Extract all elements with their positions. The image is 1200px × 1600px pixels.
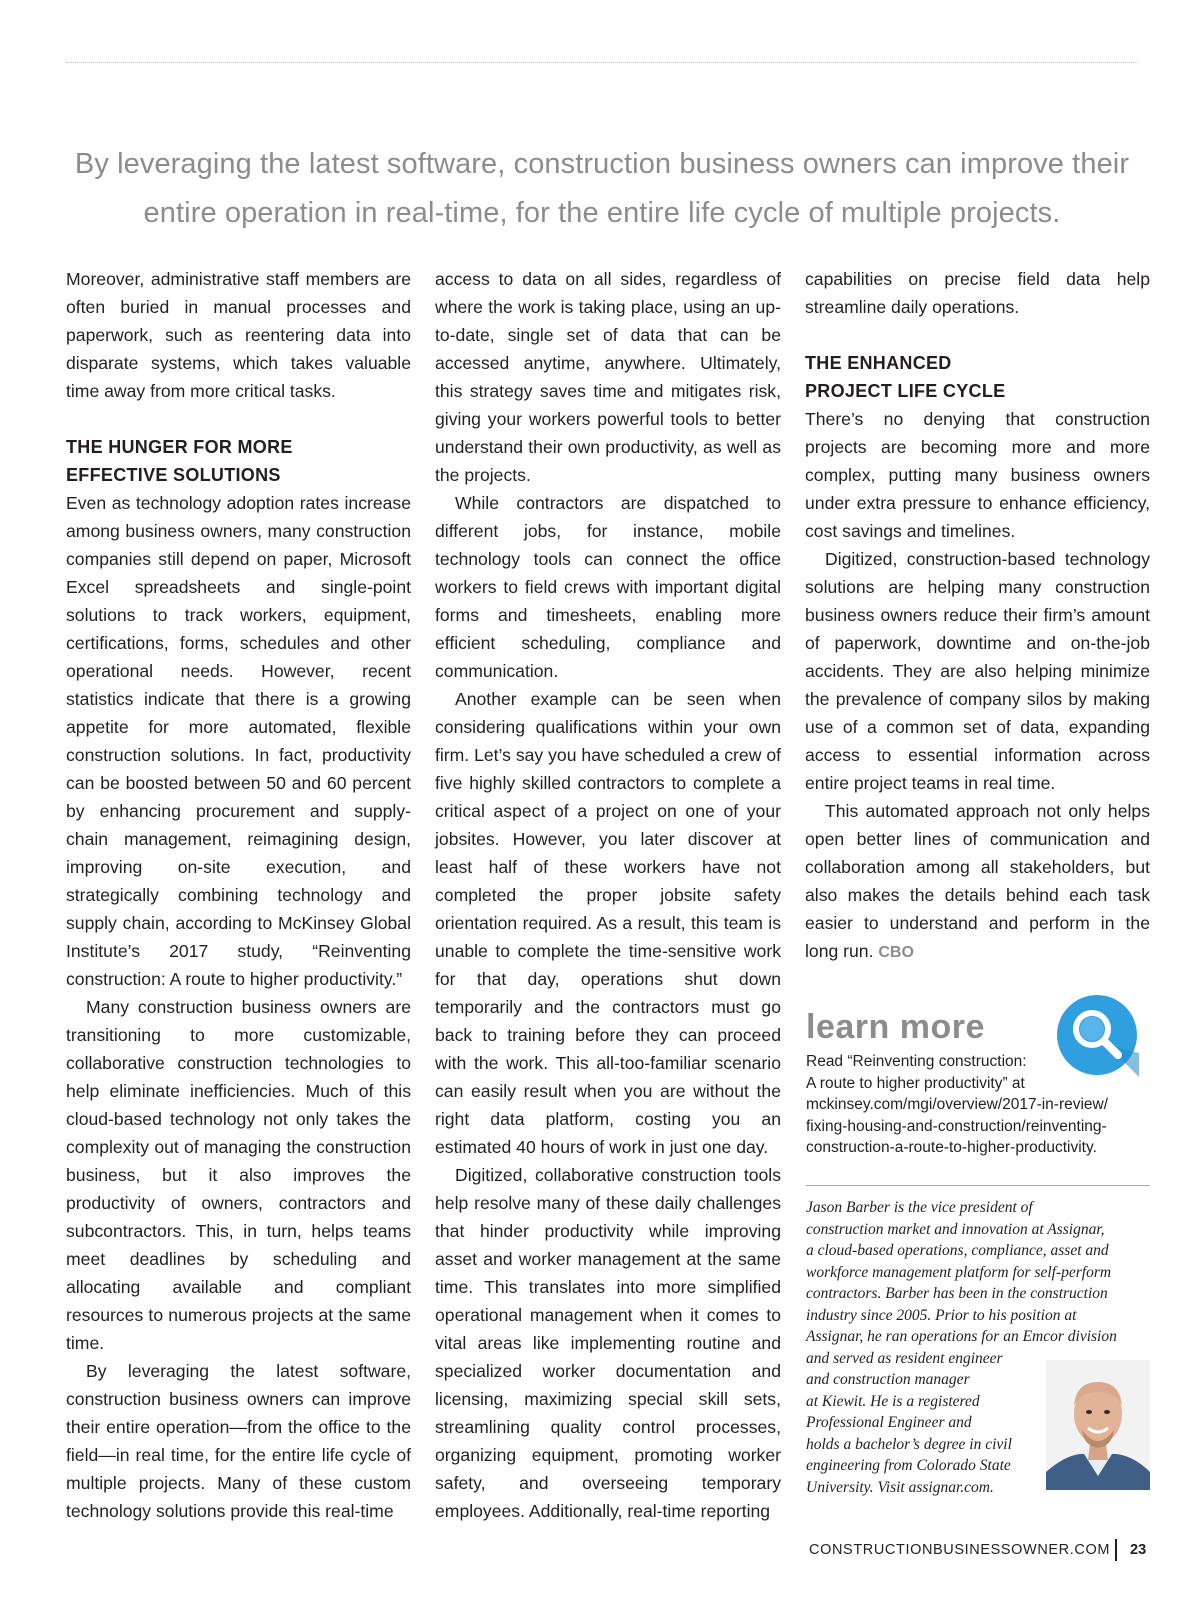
learn-more-title: learn more (806, 1008, 985, 1046)
heading-line-2: EFFECTIVE SOLUTIONS (66, 465, 281, 485)
col2-paragraph-2: While contractors are dispatched to different jobs, for instance, mobile technology tools can connect the office workers to field crews with important digital forms and timesheets, enabling more efficient scheduling, compliance and communication. (435, 493, 781, 681)
pull-quote (66, 140, 1138, 238)
col3-paragraph-4 (805, 797, 1150, 967)
bio-line: construction market and innovation at Assignar, (806, 1220, 1105, 1238)
pull-quote-line-2: entire operation in real-time, for the entire life cycle of multiple projects. (143, 197, 1061, 229)
article-column-1 (66, 265, 411, 1525)
footer-divider (1115, 1539, 1117, 1561)
article-column-3 (805, 265, 1150, 967)
learn-more-link-line-1[interactable]: mckinsey.com/mgi/overview/2017-in-review/ (806, 1096, 1109, 1113)
col1-paragraph-3: Many construction business owners are transitioning to more customizable, collaborative construction technologies to help eliminate inefficiencies. Much of this cloud-based technology not only takes the complexity out of managing the construction business, but it also improves the productivity of owners, contractors and subcontractors. This, in turn, helps teams meet deadlines by scheduling and allocating available and compliant resources to numerous projects at the same time. (66, 997, 411, 1353)
col2-paragraph-4: Digitized, collaborative construction tools help resolve many of these daily challenges that hinder productivity while improving asset and worker management at the same time. This translates into more simplified operational management when it comes to vital areas like implementing routine and specialized worker documentation and licensing, maximizing special skill sets, streamlining quality control processes, organizing equipment, promoting worker safety, and overseeing temporary employees. Additionally, real-time reporting (435, 1165, 781, 1521)
bio-line: industry since 2005. Prior to his position at (806, 1306, 1077, 1324)
col3-paragraph-3: Digitized, construction-based technology solutions are helping many construction business owners reduce their firm’s amount of paperwork, downtime and on-the-job accidents. They are also helping minimize the prevalence of company silos by making use of a common set of data, expanding access to essential information across entire project teams in real time. (805, 549, 1150, 793)
bio-line: and construction manager (806, 1371, 970, 1388)
learn-more-line-1: Read “Reinventing construction: (806, 1053, 1027, 1070)
learn-more-line-2: A route to higher productivity” at (806, 1074, 1025, 1092)
bio-line: engineering from Colorado State (806, 1457, 1011, 1474)
learn-more-link-line-3[interactable]: construction-a-route-to-higher-productivity. (806, 1139, 1097, 1156)
author-photo (1046, 1360, 1150, 1490)
col2-paragraph-1: access to data on all sides, regardless of where the work is taking place, using an up-to-date, single set of data that can be accessed anytime, anywhere. Ultimately, this strategy saves time and mitigates risk, giving your workers powerful tools to better understand their own productivity, as well as the projects. (435, 269, 781, 485)
bio-line: and served as resident engineer (806, 1349, 1003, 1367)
bio-line: at Kiewit. He is a registered (806, 1392, 980, 1410)
bio-divider (806, 1185, 1150, 1186)
bio-line: Assignar, he ran operations for an Emcor division (806, 1328, 1117, 1345)
col1-paragraph-2: Even as technology adoption rates increase among business owners, many construction companies still depend on paper, Microsoft Excel spreadsheets and single-point solutions to track workers, equipment, certifications, forms, schedules and other operational needs. However, recent statistics indicate that there is a growing appetite for more automated, flexible construction solutions. In fact, productivity can be boosted between 50 and 60 percent by enhancing procurement and supply-chain management, reimagining design, improving on-site execution, and strategically combining technology and supply chain, according to McKinsey Global Institute’s 2017 study, “Reinventing construction: A route to higher productivity.” (66, 493, 411, 989)
bio-line: holds a bachelor’s degree in civil (806, 1435, 1012, 1453)
col3-paragraph-1: capabilities on precise field data help streamline daily operations. (805, 269, 1150, 317)
section-heading-hunger (66, 433, 411, 489)
col1-paragraph-1: Moreover, administrative staff members are often buried in manual processes and paperwork, such as reentering data into disparate systems, which takes valuable time away from more critical tasks. (66, 269, 411, 401)
top-dotted-rule (66, 62, 1138, 63)
end-mark-cbo: CBO (878, 944, 914, 961)
article-column-2 (435, 265, 781, 1525)
bio-line: Professional Engineer and (806, 1414, 972, 1431)
col2-paragraph-3: Another example can be seen when considering qualifications within your own firm. Let’s say you have scheduled a crew of five highly skilled contractors to complete a critical aspect of a project on one of your jobsites. However, you later discover at least half of these workers have not completed the proper jobsite safety orientation required. As a result, this team is unable to complete the time-sensitive work for that day, operations shut down temporarily and the contractors must go back to training before they can proceed with the work. This all-too-familiar scenario can easily result when you are without the right data platform, costing you an estimated 40 hours of work in just one day. (435, 689, 781, 1157)
learn-more-link-line-2[interactable]: fixing-housing-and-construction/reinventing- (806, 1117, 1107, 1135)
col3-paragraph-4-text: This automated approach not only helps open better lines of communication and collaboration among all stakeholders, but also makes the details behind each task easier to understand and perform in the long run. (805, 801, 1150, 961)
pull-quote-line-1: By leveraging the latest software, construction business owners can improve their (74, 148, 1130, 180)
section-heading-enhanced (805, 349, 1150, 405)
bio-line: contractors. Barber has been in the construction (806, 1285, 1108, 1302)
bio-line: Jason Barber is the vice president of (806, 1199, 1033, 1216)
heading-line-1: THE HUNGER FOR MORE (66, 437, 293, 457)
learn-more-body (806, 1051, 1151, 1159)
col1-paragraph-4: By leveraging the latest software, construction business owners can improve their entire operation—from the office to the field—in real time, for the entire life cycle of multiple projects. Many of these custom technology solutions provide this real-time (66, 1361, 411, 1521)
bio-line: University. Visit assignar.com. (806, 1478, 994, 1496)
footer-site-name[interactable]: CONSTRUCTIONBUSINESSOWNER.COM (809, 1542, 1110, 1558)
col3-paragraph-2: There’s no denying that construction projects are becoming more and more complex, putting many business owners under extra pressure to enhance efficiency, cost savings and timelines. (805, 409, 1150, 541)
heading-line-1: THE ENHANCED (805, 353, 952, 373)
heading-line-2: PROJECT LIFE CYCLE (805, 381, 1006, 401)
bio-line: workforce management platform for self-perform (806, 1263, 1112, 1281)
bio-line: a cloud-based operations, compliance, asset and (806, 1242, 1109, 1259)
page-number: 23 (1130, 1542, 1147, 1558)
